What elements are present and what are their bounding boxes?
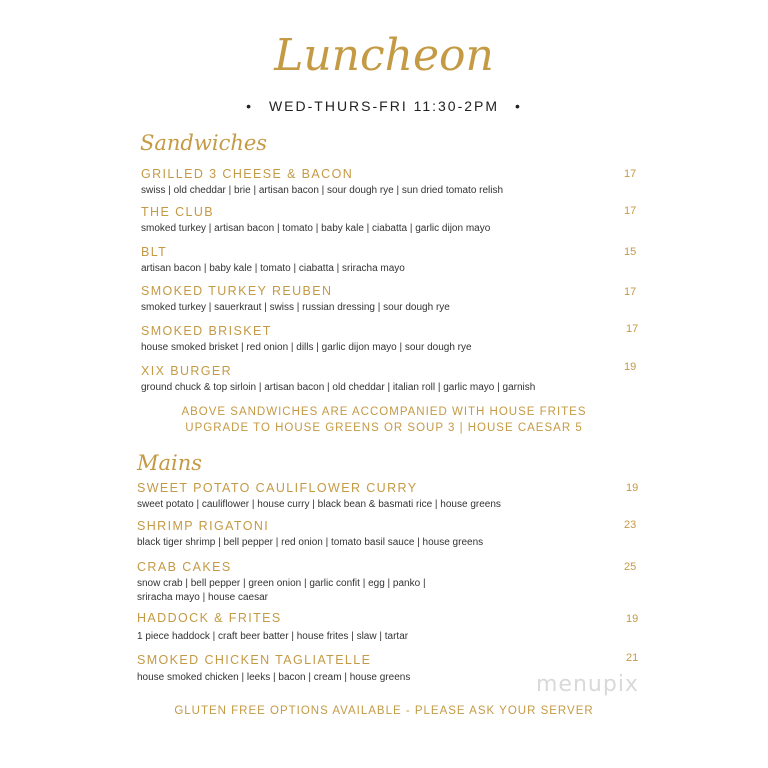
item-description: snow crab | bell pepper | green onion | garlic confit | egg | panko | (137, 578, 426, 589)
item-description: house smoked chicken | leeks | bacon | cream | house greens (137, 672, 411, 683)
item-price: 19 (626, 613, 639, 625)
item-description-line-2: sriracha mayo | house caesar (137, 592, 268, 603)
item-price: 17 (626, 323, 639, 335)
item-price: 17 (624, 205, 637, 217)
item-price: 19 (624, 361, 637, 373)
item-price: 17 (624, 168, 637, 180)
item-description: sweet potato | cauliflower | house curry | black bean & basmati rice | house greens (137, 499, 501, 510)
item-name: SWEET POTATO CAULIFLOWER CURRY (137, 481, 418, 495)
service-hours-text: WED-THURS-FRI 11:30-2PM (268, 98, 500, 114)
item-name: SMOKED BRISKET (141, 324, 272, 338)
item-description: artisan bacon | baby kale | tomato | ciabatta | sriracha mayo (141, 263, 405, 274)
sandwich-note-line-2: UPGRADE TO HOUSE GREENS OR SOUP 3 | HOUSE CAESAR 5 (185, 422, 583, 434)
item-name: XIX BURGER (141, 364, 233, 378)
sandwich-note-line-1: ABOVE SANDWICHES ARE ACCOMPANIED WITH HOUSE FRITES (181, 406, 587, 418)
item-name: HADDOCK & FRITES (137, 611, 282, 625)
watermark-logo: menupix (536, 672, 639, 697)
item-name: THE CLUB (141, 205, 215, 219)
item-price: 25 (624, 561, 637, 573)
menu-title: Luncheon (274, 30, 494, 81)
bullet-icon: • (514, 98, 522, 114)
item-name: BLT (141, 245, 168, 259)
item-description: black tiger shrimp | bell pepper | red onion | tomato basil sauce | house greens (137, 537, 484, 548)
item-price: 15 (624, 246, 637, 258)
gluten-free-note: GLUTEN FREE OPTIONS AVAILABLE - PLEASE ASK YOUR SERVER (174, 705, 594, 717)
item-name: SMOKED CHICKEN TAGLIATELLE (137, 653, 372, 667)
item-description: ground chuck & top sirloin | artisan bacon | old cheddar | italian roll | garlic mayo | garnish (141, 382, 536, 393)
item-name: GRILLED 3 CHEESE & BACON (141, 167, 354, 181)
item-description: 1 piece haddock | craft beer batter | house frites | slaw | tartar (137, 631, 409, 642)
section-title-mains: Mains (137, 451, 203, 475)
item-name: SMOKED TURKEY REUBEN (141, 284, 333, 298)
item-name: CRAB CAKES (137, 560, 232, 574)
service-hours (0, 98, 768, 114)
item-description: smoked turkey | sauerkraut | swiss | russian dressing | sour dough rye (141, 302, 450, 313)
bullet-icon: • (246, 98, 254, 114)
item-description: house smoked brisket | red onion | dills | garlic dijon mayo | sour dough rye (141, 342, 472, 353)
item-price: 21 (626, 652, 639, 664)
item-price: 23 (624, 519, 637, 531)
item-price: 19 (626, 482, 639, 494)
item-description: swiss | old cheddar | brie | artisan bacon | sour dough rye | sun dried tomato relish (141, 185, 504, 196)
item-description: smoked turkey | artisan bacon | tomato | baby kale | ciabatta | garlic dijon mayo (141, 223, 491, 234)
section-title-sandwiches: Sandwiches (140, 131, 268, 155)
item-name: SHRIMP RIGATONI (137, 519, 270, 533)
item-price: 17 (624, 286, 637, 298)
